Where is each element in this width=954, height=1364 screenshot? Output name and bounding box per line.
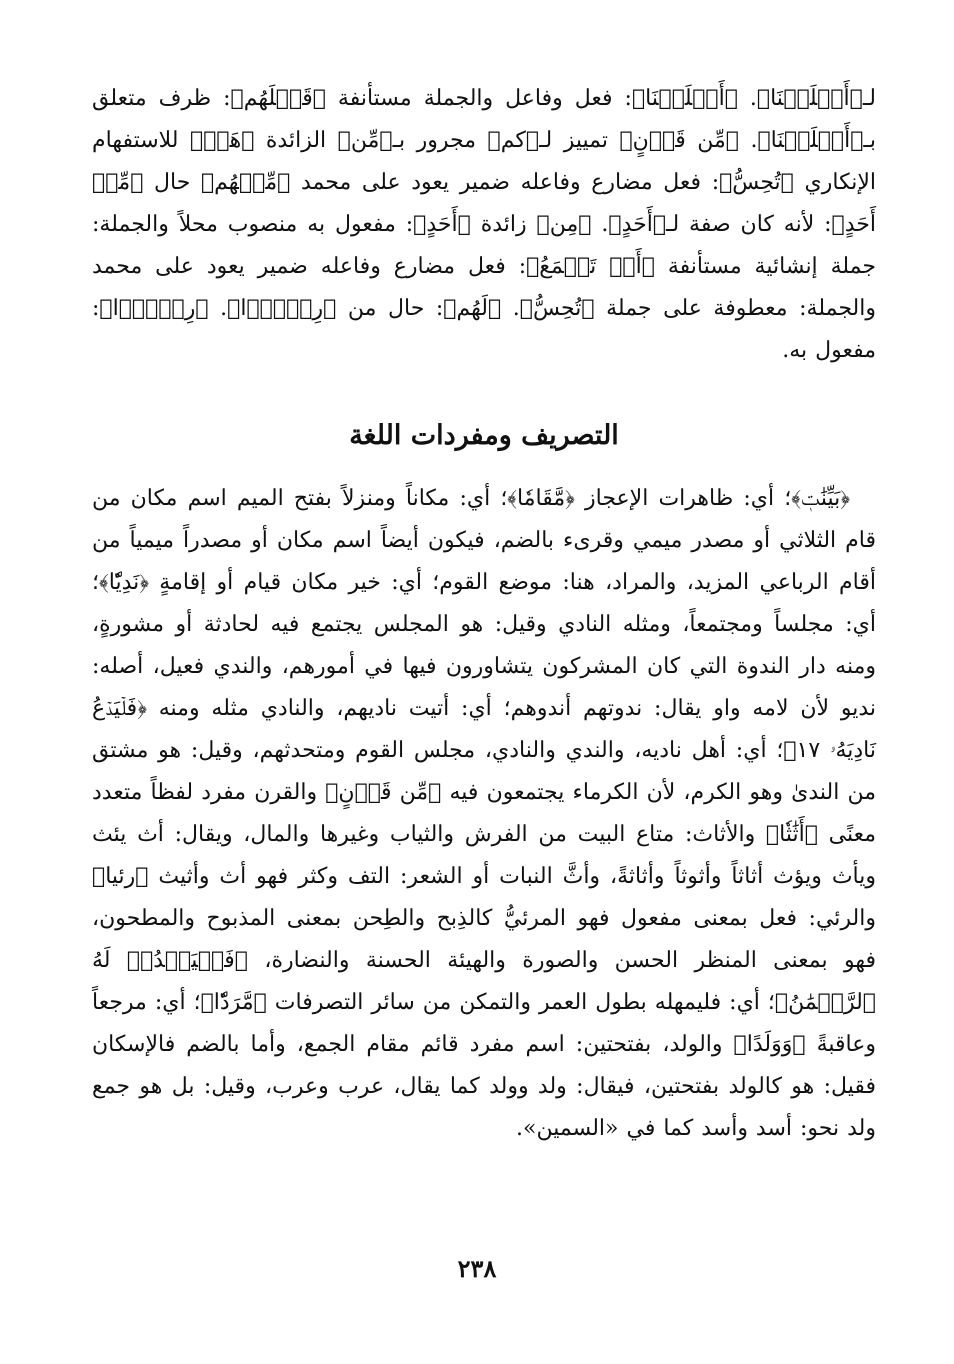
vocabulary-paragraph: ﴿بَيِّنَٰتٖ﴾؛ أي: ظاهرات الإعجاز ﴿مَّقَامٗا﴾؛ أي: مكاناً ومنزلاً بفتح الميم اسم مكان من قام الثلاثي أو مصدر ميمي وقرىء بالضم، فيكون أيضاً اسم مكان أو مصدراً ميمياً من أقام الرباعي المزيد، والمراد، هنا: موضع القوم؛ أي: خير مكان قيام أو إقامةٍ ﴿نَدِيّٗا﴾؛ أي: مجلساً ومجتمعاً، ومثله النادي وقيل: هو المجلس يجتمع فيه لحادثة أو مشورةٍ، ومنه دار الندوة التي كان المشركون يتشاورون فيها في أمورهم، والندي فعيل، أصله: نديو لأن لامه واو يقال: ندوتهم أندوهم؛ أي: أتيت ناديهم، والنادي مثله ومنه ﴿فَلۡيَدۡعُ نَادِيَهُۥ ١٧﴾؛ أي: أهل ناديه، والندي والنادي، مجلس القوم ومتحدثهم، وقيل: هو مشتق من الندىٰ وهو الكرم، لأن الكرماء يجتمعون فيه ﴿مِّن قَرۡنٍ﴾ والقرن مفرد لفظاً متعدد معنًى ﴿أَثَٰثٗا﴾ والأثاث: متاع البيت من الفرش والثياب وغيرها والمال، ويقال: أث يئث ويأث ويؤث أثاثاً وأثوثاً وأثاثةً، وأثَّ النبات أو الشعر: التف وكثر فهو أث وأثيث ﴿رئيا﴾ والرئي: فعل بمعنى مفعول فهو المرئيُّ كالذِبح والطِحن بمعنى المذبوح والمطحون، فهو بمعنى المنظر الحسن والصورة والهيئة الحسنة والنضارة، ﴿فَلۡيَمۡدُدۡ لَهُ ٱلرَّحۡمَٰنُ﴾؛ أي: فليمهله بطول العمر والتمكن من سائر التصرفات ﴿مَّرَدّٗا﴾؛ أي: مرجعاً وعاقبةً ﴿وَوَلَدًا﴾ والولد، بفتحتين: اسم مفرد قائم مقام الجمع، وأما بالضم فالإسكان فقيل: هو كالولد بفتحتين، فيقال: ولد وولد كما يقال، عرب وعرب، وقيل: بل هو جمع ولد نحو: أسد وأسد كما في «السمين». <box>92 486 876 1141</box>
page-body <box>92 78 876 1150</box>
section-heading: التصريف ومفردات اللغة <box>349 420 619 451</box>
grammar-paragraph: لـ﴿أَهۡلَكۡنَا﴾. ﴿أَهۡلَكۡنَا﴾: فعل وفاعل والجملة مستأنفة ﴿قَبۡلَهُم﴾: ظرف متعلق بـ﴿أَهۡلَكۡنَا﴾. ﴿مِّن قَرۡنٍ﴾ تمييز لـ﴿كم﴾ مجرور بـ﴿مِّن﴾ الزائدة ﴿هَلۡ﴾ للاستفهام الإنكاري ﴿تُحِسُّ﴾: فعل مضارع وفاعله ضمير يعود على محمد ﴿مِّنۡهُم﴾ حال ﴿مِّنۡ أَحَدٍ﴾: لأنه كان صفة لـ﴿أَحَدٍ﴾. ﴿مِن﴾ زائدة ﴿أَحَدٍ﴾: مفعول به منصوب محلاً والجملة: جملة إنشائية مستأنفة ﴿أَوۡ تَسۡمَعُ﴾: فعل مضارع وفاعله ضمير يعود على محمد والجملة: معطوفة على جملة ﴿تُحِسُّ﴾. ﴿لَهُم﴾: حال من ﴿رِكۡزَۢا﴾. ﴿رِكۡزَۢا﴾: مفعول به. <box>92 86 876 363</box>
page-number: ٢٣٨ <box>457 1254 497 1283</box>
